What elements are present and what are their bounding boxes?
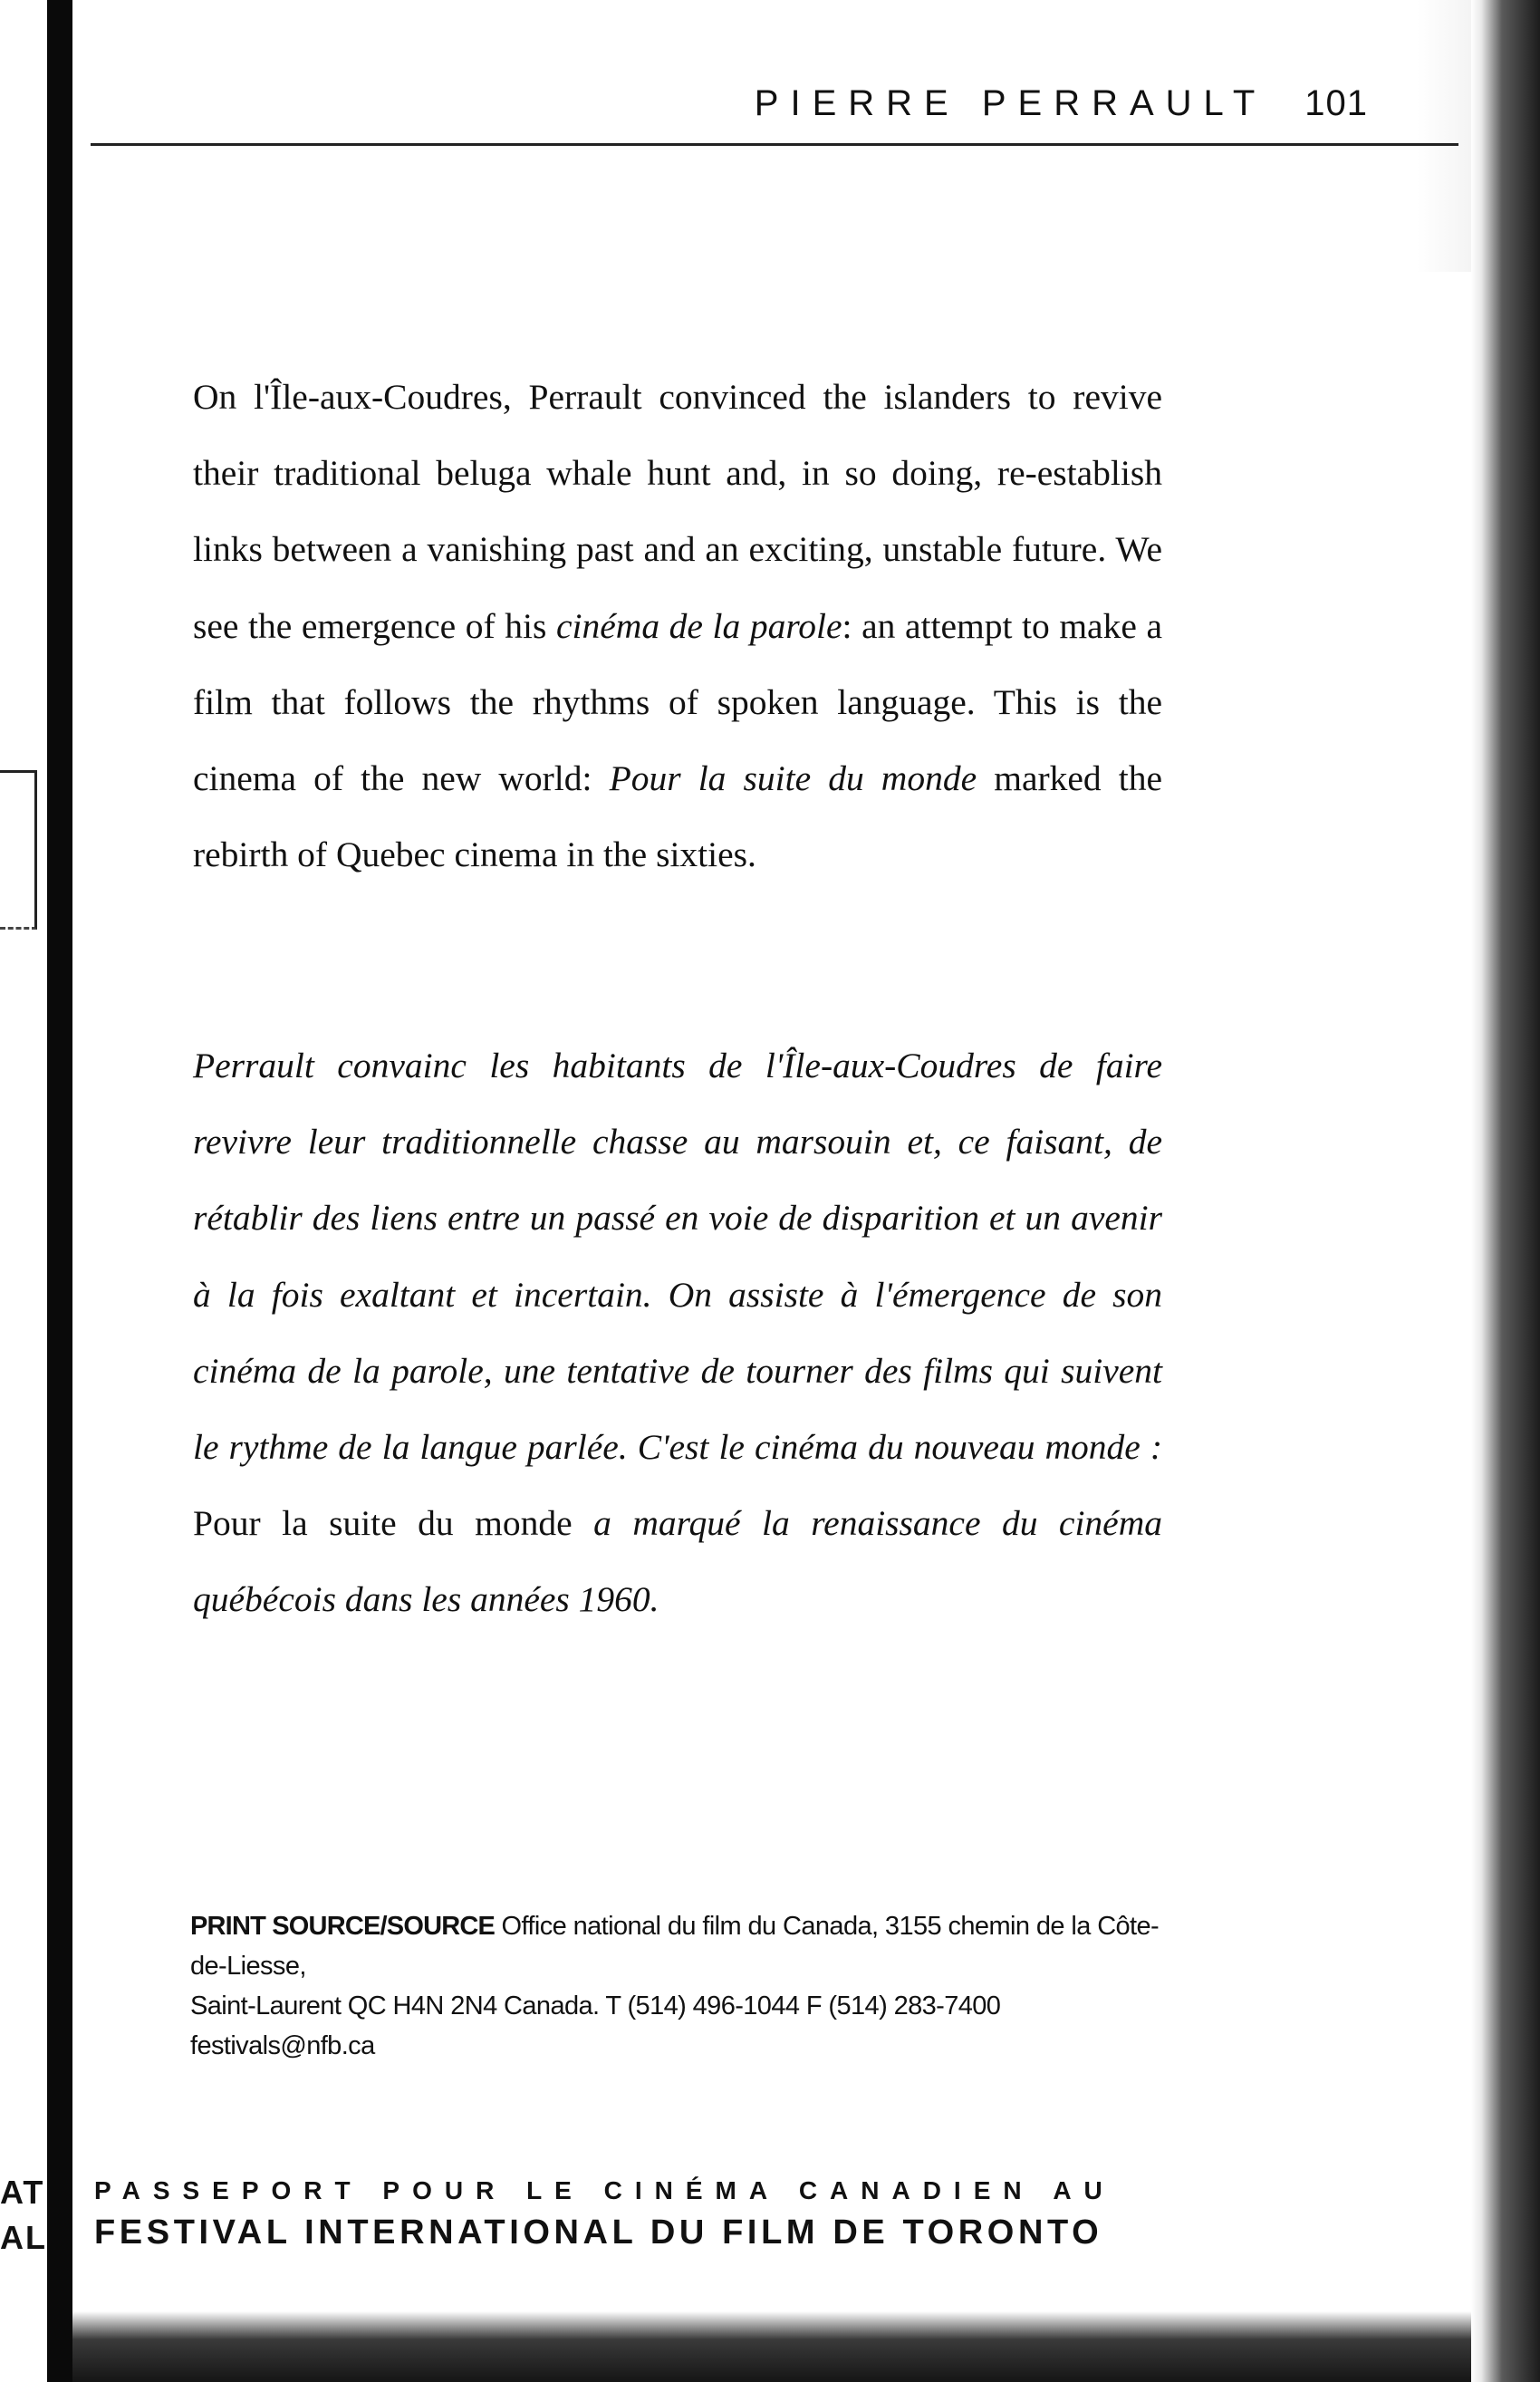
- footer-line-2: FESTIVAL INTERNATIONAL DU FILM DE TORONTO: [94, 2213, 1103, 2252]
- facing-page-bracket: [0, 770, 37, 930]
- facing-page-fragment: [0, 2170, 47, 2261]
- scan-edge-right: [1471, 0, 1540, 2382]
- print-source-label: PRINT SOURCE/SOURCE: [190, 1912, 496, 1941]
- print-source-address: Office national du film du Canada, 3155 chemin de la Côte-de-Liesse,: [190, 1912, 1160, 1981]
- scan-edge-right-top: [1417, 0, 1471, 272]
- english-paragraph: [193, 359, 1162, 892]
- scan-edge-bottom: [72, 2311, 1471, 2382]
- footer-title: [94, 2173, 1181, 2256]
- french-italic-segment: Perrault convainc les habitants de l'Île-aux-Coudres de faire revivre leur traditionnelle chasse au marsouin et, ce faisant, de rétablir des liens entre un passé en voie de disparition et un avenir à la fois exaltant et incertain. On assiste à l'émergence de son cinéma de la parole, une tentative de tourner des films qui suivent le rythme de la langue parlée. C'est le cinéma du nouveau monde :: [193, 1046, 1162, 1468]
- english-text-segment: marked the rebirth of Quebec cinema in the sixties.: [193, 758, 1163, 875]
- facing-page-glyph: AT: [0, 2174, 45, 2211]
- film-title-italic: Pour la suite du monde: [609, 758, 977, 799]
- english-text-segment: : an attempt to make a film that follows the rhythms of spoken language. This is the cinema of the new world:: [193, 605, 1162, 799]
- print-source-line-1: [190, 1906, 1178, 1986]
- footer-line-1: PASSEPORT POUR LE CINÉMA CANADIEN AU: [94, 2176, 1115, 2204]
- running-head-author: PIERRE PERRAULT: [754, 83, 1267, 123]
- page-number: 101: [1304, 83, 1368, 123]
- french-paragraph: [193, 1027, 1162, 1638]
- print-source-line-2: Saint-Laurent QC H4N 2N4 Canada. T (514) 496-1044 F (514) 283-7400 festivals@nfb.ca: [190, 1991, 1001, 2060]
- english-text-segment: On l'Île-aux-Coudres, Perrault convinced the islanders to revive their traditional beluga whale hunt and, in so doing, re-establish links between a vanishing past and an exciting, unstable future. We see the emergence of his: [193, 377, 1162, 646]
- header-rule: [91, 143, 1458, 146]
- facing-page-glyph: AL: [0, 2219, 47, 2256]
- running-head: [652, 83, 1368, 138]
- film-title-roman: Pour la suite du monde: [193, 1503, 573, 1544]
- print-source-block: [190, 1906, 1178, 2066]
- french-italic-segment: a marqué la renaissance du cinéma québécois dans les années 1960.: [193, 1503, 1162, 1620]
- scan-edge-left: [47, 0, 72, 2382]
- english-italic-segment: cinéma de la parole: [556, 605, 842, 646]
